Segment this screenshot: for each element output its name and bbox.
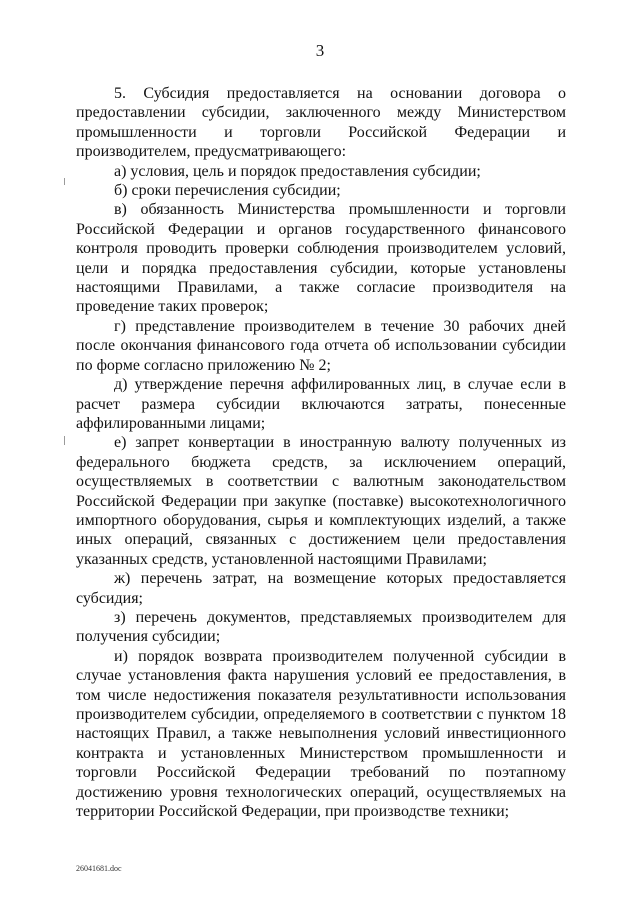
document-id-footer: 26041681.doc	[76, 864, 122, 873]
paragraph-5: 5. Субсидия предоставляется на основании договора о предоставлении субсидии, заключенного между Министерством промышленности и торговли Российской Федерации и производителем, предусматривающего:	[76, 85, 566, 161]
page-number: 3	[315, 41, 325, 60]
paragraph-d: д) утверждение перечня аффилированных лиц, в случае если в расчет размера субсидии включаются затраты, понесенные аффилированными лицами;	[76, 376, 566, 432]
document-body	[76, 84, 566, 821]
paragraph-z: з) перечень документов, представляемых производителем для получения субсидии;	[76, 608, 566, 646]
paragraph-b: б) сроки перечисления субсидии;	[114, 182, 341, 200]
paragraph-e: е) запрет конвертации в иностранную валюту полученных из федерального бюджета средств, за исключением операций, осуществляемых в соответствии с валютным законодательством Российской Федерации при закупке (поставке) высокотехнологичного импортного оборудования, сырья и комплектующих изделий, а также иных операций, связанных с достижением цели предоставления указанных средств, установленной настоящими Правилами;	[76, 434, 566, 568]
paragraph-g: г) представление производителем в течение 30 рабочих дней после окончания финансового года отчета об использовании субсидии по форме согласно приложению № 2;	[76, 317, 566, 374]
scan-mark	[64, 178, 65, 185]
paragraph-zh: ж) перечень затрат, на возмещение которых предоставляется субсидия;	[76, 570, 566, 607]
paragraph-v: в) обязанность Министерства промышленности и торговли Российской Федерации и органов государственного финансового контроля проводить проверки соблюдения производителем условий, цели и порядка предоставления субсидии, которые установлены настоящими Правилами, а также согласие производителя на проведение таких проверок;	[76, 201, 566, 316]
scan-mark	[64, 436, 65, 445]
paragraph-i: и) порядок возврата производителем полученной субсидии в случае установления факта нарушения условий ее предоставления, в том числе недостижения показателя результативности использования производителем субсидии, определяемого в соответствии с пунктом 18 настоящих Правил, а также невыполнения условий инвестиционного контракта и установленных Министерством промышленности и торговли Российской Федерации требований по поэтапному достижению уровня технологических операций, осуществляемых на территории Российской Федерации, при производстве техники;	[76, 647, 566, 821]
paragraph-a: а) условия, цель и порядок предоставления субсидии;	[114, 162, 481, 180]
